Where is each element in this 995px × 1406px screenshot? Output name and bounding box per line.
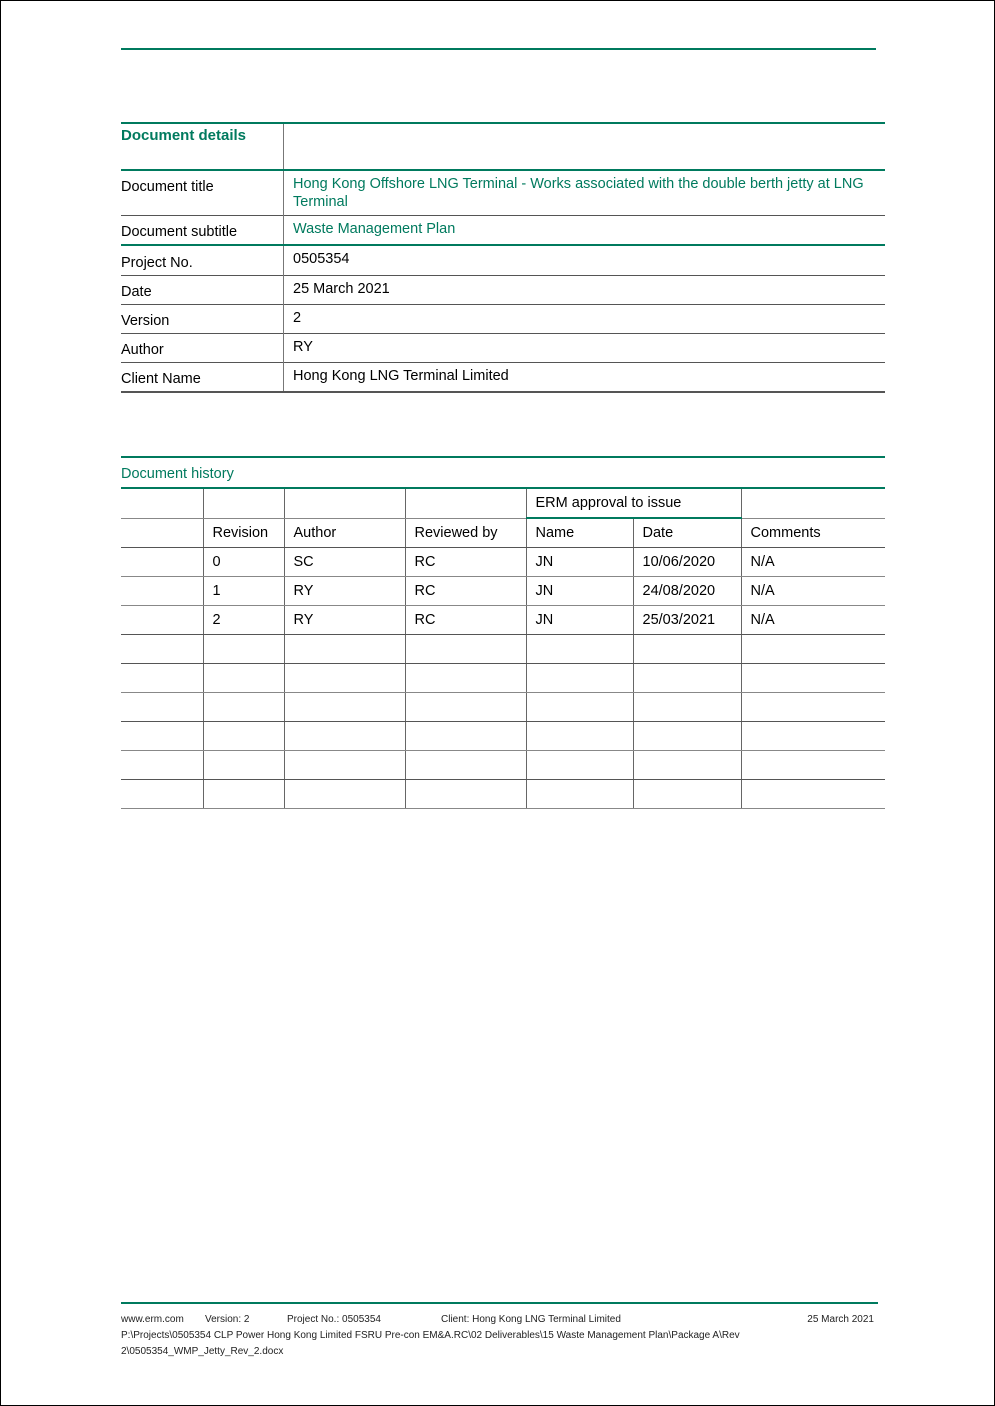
cell-date: 25/03/2021 [633,606,741,635]
header-rule [121,48,876,50]
detail-value-project: 0505354 [284,245,886,276]
detail-value-subtitle: Waste Management Plan [284,216,886,246]
detail-label-subtitle: Document subtitle [121,216,284,246]
detail-label-project: Project No. [121,245,284,276]
cell-name: JN [526,606,633,635]
cell-date: 24/08/2020 [633,577,741,606]
column-header-author: Author [284,518,405,548]
footer-project: Project No.: 0505354 [287,1314,381,1325]
empty-row [121,780,885,809]
cell-reviewed-by: RC [405,577,526,606]
cell-revision: 0 [203,548,284,577]
footer-date: 25 March 2021 [807,1314,874,1325]
footer-rule [121,1302,878,1304]
empty-row [121,722,885,751]
cell-reviewed-by: RC [405,606,526,635]
cell-author: SC [284,548,405,577]
cell-date: 10/06/2020 [633,548,741,577]
detail-value-title: Hong Kong Offshore LNG Terminal - Works associated with the double berth jetty at LNG Terminal [284,170,886,216]
column-header-name: Name [526,518,633,548]
cell-reviewed-by: RC [405,548,526,577]
detail-value-client: Hong Kong LNG Terminal Limited [284,363,886,393]
cell-revision: 1 [203,577,284,606]
document-history-table [121,487,885,809]
detail-label-author: Author [121,334,284,363]
cell-comments: N/A [741,606,885,635]
footer-website: www.erm.com [121,1314,184,1325]
cell-author: RY [284,577,405,606]
cell-author: RY [284,606,405,635]
empty-row [121,693,885,722]
footer-version: Version: 2 [205,1314,250,1325]
column-header-reviewed-by: Reviewed by [405,518,526,548]
document-history-title: Document history [121,456,885,488]
detail-value-date: 25 March 2021 [284,276,886,305]
empty-row [121,635,885,664]
detail-value-author: RY [284,334,886,363]
empty-row [121,664,885,693]
cell-comments: N/A [741,548,885,577]
table-row [121,548,885,577]
footer-file-path: P:\Projects\0505354 CLP Power Hong Kong Limited FSRU Pre-con EM&A.RC\02 Deliverables\15 Waste Management Plan\Package A\Rev 2\0505354_WMP_Jetty_Rev_2.docx [121,1330,740,1357]
document-details-heading: Document details [121,123,284,170]
cell-revision: 2 [203,606,284,635]
page-footer [121,1312,878,1360]
column-header-revision: Revision [203,518,284,548]
detail-value-version: 2 [284,305,886,334]
column-header-date: Date [633,518,741,548]
cell-name: JN [526,577,633,606]
detail-label-version: Version [121,305,284,334]
detail-label-client: Client Name [121,363,284,393]
empty-row [121,751,885,780]
footer-client: Client: Hong Kong LNG Terminal Limited [441,1314,621,1325]
table-row [121,577,885,606]
column-header-comments: Comments [741,518,885,548]
cell-comments: N/A [741,577,885,606]
cell-name: JN [526,548,633,577]
detail-label-date: Date [121,276,284,305]
erm-approval-header: ERM approval to issue [526,488,741,518]
table-row [121,606,885,635]
detail-label-title: Document title [121,170,284,216]
document-details-table [121,122,885,393]
